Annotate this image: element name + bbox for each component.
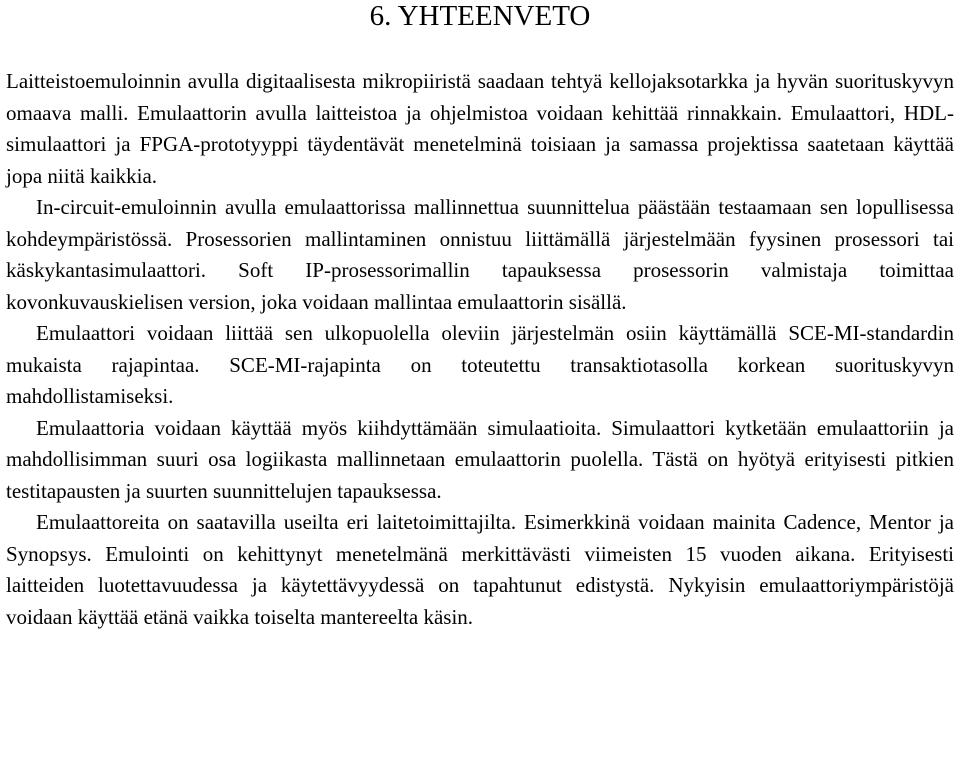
paragraph-2: In-circuit-emuloinnin avulla emulaattorissa mallinnettua suunnittelua päästään testaamaan sen lopullisessa kohdeympäristössä. Prosessorien mallintaminen onnistuu liittämällä järjestelmään fyysinen prosessori tai käskykantasimulaattori. Soft IP-prosessorimallin tapauksessa prosessorin valmistaja toimittaa kovonkuvauskielisen version, joka voidaan mallintaa emulaattorin sisällä. xyxy=(6,195,954,314)
section-body xyxy=(6,66,954,633)
paragraph-5: Emulaattoreita on saatavilla useilta eri laitetoimittajilta. Esimerkkinä voidaan mainita Cadence, Mentor ja Synopsys. Emulointi on kehittynyt menetelmänä merkittävästi viimeisten 15 vuoden aikana. Erityisesti laitteiden luotettavuudessa ja käytettävyydessä on tapahtunut edistystä. Nykyisin emulaattoriympäristöjä voidaan käyttää etänä vaikka toiselta mantereelta käsin. xyxy=(6,510,954,629)
paragraph-4: Emulaattoria voidaan käyttää myös kiihdyttämään simulaatioita. Simulaattori kytketään emulaattoriin ja mahdollisimman suuri osa logiikasta mallinnetaan emulaattorin puolella. Tästä on hyötyä erityisesti pitkien testitapausten ja suurten suunnittelujen tapauksessa. xyxy=(6,415,954,503)
section-heading: 6. YHTEENVETO xyxy=(369,0,591,32)
paragraph-1: Laitteistoemuloinnin avulla digitaalisesta mikropiiristä saadaan tehtyä kellojaksotarkka ja hyvän suorituskyvyn omaava malli. Emulaattorin avulla laitteistoa ja ohjelmistoa voidaan kehittää rinnakkain. Emulaattori, HDL-simulaattori ja FPGA-prototyyppi täydentävät menetelminä toisiaan ja samassa projektissa saatetaan käyttää jopa niitä kaikkia. xyxy=(6,69,954,188)
paragraph-3: Emulaattori voidaan liittää sen ulkopuolella oleviin järjestelmän osiin käyttämällä SCE-MI-standardin mukaista rajapintaa. SCE-MI-rajapinta on toteutettu transaktiotasolla korkean suorituskyvyn mahdollistamiseksi. xyxy=(6,321,954,408)
